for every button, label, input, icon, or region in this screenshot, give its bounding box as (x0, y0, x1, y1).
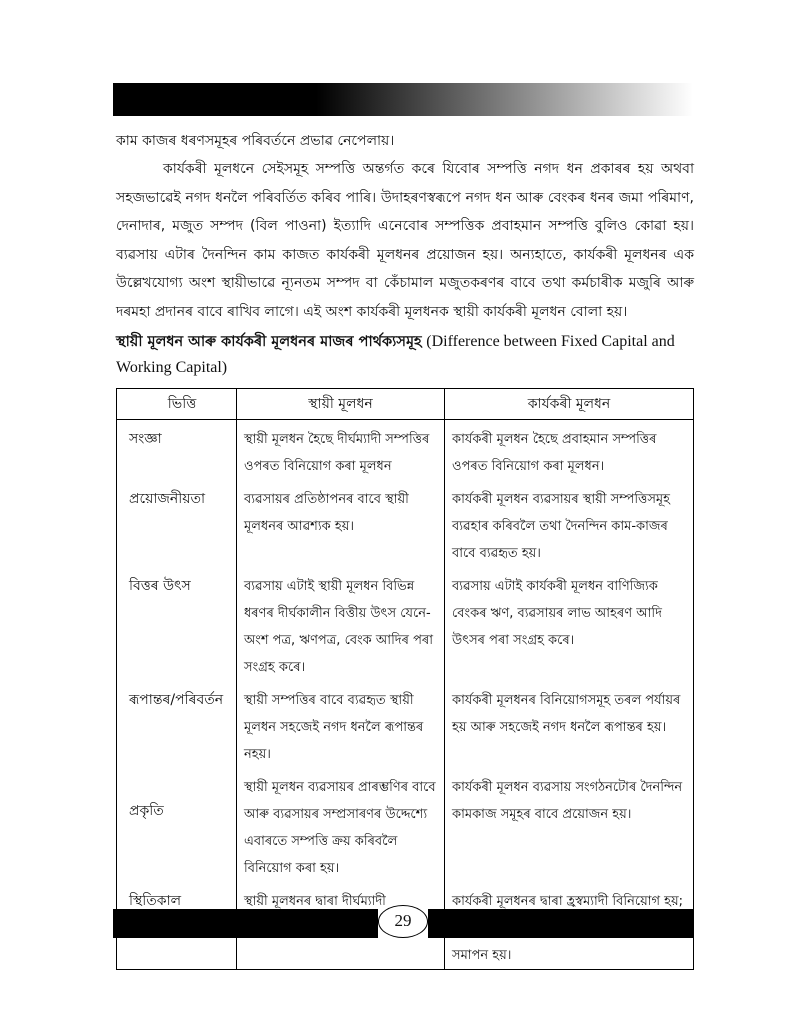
page-number: 29 (378, 905, 428, 938)
header-fixed-capital: স্থায়ী মূলধন (237, 389, 445, 420)
cell-basis: সংজ্ঞা (117, 420, 237, 481)
table-header-row (117, 389, 694, 420)
table-row (117, 480, 694, 567)
cell-fixed: ব্যৱসায় এটাই স্থায়ী মূলধন বিভিন্ন ধৰণৰ দীৰ্ঘকালীন বিত্তীয় উৎস যেনে- অংশ পত্ৰ, ঋণপত্ৰ, বেংক আদিৰ পৰা সংগ্ৰহ কৰে। (237, 567, 445, 681)
footer-bar-left (113, 909, 378, 938)
paragraph-continuation: কাম কাজৰ ধৰণসমূহৰ পৰিবৰ্তনে প্ৰভাৱ নেপেলায়। (116, 133, 395, 149)
cell-fixed: স্থায়ী মূলধন হৈছে দীৰ্ঘম্যাদী সম্পত্তিৰ ওপৰত বিনিয়োগ কৰা মূলধন (237, 420, 445, 481)
cell-working: কাৰ্যকৰী মূলধনৰ দ্বাৰা হ্ৰস্বম্যাদী বিনিয়োগ হয়; সমাপন হয়। (445, 882, 694, 970)
table-row (117, 768, 694, 882)
table-row (117, 681, 694, 768)
header-basis: ভিত্তি (117, 389, 237, 420)
cell-working: ব্যৱসায় এটাই কাৰ্যকৰী মূলধন বাণিজ্যিক বেংকৰ ঋণ, ব্যৱসায়ৰ লাভ আহৰণ আদি উৎসৰ পৰা সংগ্ৰহ কৰে। (445, 567, 694, 681)
comparison-table (116, 388, 694, 970)
cell-fixed: স্থায়ী মূলধনৰ দ্বাৰা দীৰ্ঘম্যাদী (237, 882, 445, 970)
cell-fixed: স্থায়ী সম্পত্তিৰ বাবে ব্যৱহৃত স্থায়ী মূলধন সহজেই নগদ ধনলৈ ৰূপান্তৰ নহয়। (237, 681, 445, 768)
cell-fixed: স্থায়ী মূলধন ব্যৱসায়ৰ প্ৰাৰম্ভণিৰ বাবে আৰু ব্যৱসায়ৰ সম্প্ৰসাৰণৰ উদ্দেশ্যে এবাৰতে সম্পত্তি ক্ৰয় কৰিবলৈ বিনিয়োগ কৰা হয়। (237, 768, 445, 882)
table-row (117, 420, 694, 481)
section-heading-english: (Difference between Fixed Capital and Working Capital) (116, 333, 675, 376)
cell-basis: স্থিতিকাল (117, 882, 237, 970)
table-row (117, 567, 694, 681)
cell-basis: ৰূপান্তৰ/পৰিবৰ্তন (117, 681, 237, 768)
paragraph-working-capital: কাৰ্যকৰী মূলধনে সেইসমূহ সম্পত্তি অন্তৰ্গত কৰে যিবোৰ সম্পত্তি নগদ ধন প্ৰকাৰৰ হয় অথবা সহজভাৱেই নগদ ধনলৈ পৰিবৰ্তিত কৰিব পাৰি। উদাহৰণস্বৰূপে নগদ ধন আৰু বেংকৰ ধনৰ জমা পৰিমাণ, দেনাদাৰ, মজুত সম্পদ (বিল পাওনা) ইত্যাদি এনেবোৰ সম্পত্তিক প্ৰবাহমান সম্পত্তি বুলিও কোৱা হয়। ব্যৱসায় এটাৰ দৈনন্দিন কাম কাজত কাৰ্যকৰী মূলধনৰ প্ৰয়োজন হয়। অন্যহাতে, কাৰ্যকৰী মূলধনৰ এক উল্লেখযোগ্য অংশ স্থায়ীভাৱে ন্যূনতম সম্পদ বা কেঁচামাল মজুতকৰণৰ বাবে তথা কৰ্মচাৰীক মজুৰি আৰু দৰমহা প্ৰদানৰ বাবে ৰাখিব লাগে। এই অংশ কাৰ্যকৰী মূলধনক স্থায়ী কাৰ্যকৰী মূলধন বোলা হয়। (116, 161, 694, 320)
cell-basis: প্ৰয়োজনীয়তা (117, 480, 237, 567)
section-heading (116, 329, 696, 381)
cell-working: কাৰ্যকৰী মূলধন ব্যৱসায়ৰ স্থায়ী সম্পত্তিসমূহ ব্যৱহাৰ কৰিবলৈ তথা দৈনন্দিন কাম-কাজৰ বাবে ব্যৱহৃত হয়। (445, 480, 694, 567)
section-heading-bengali: স্থায়ী মূলধন আৰু কাৰ্যকৰী মূলধনৰ মাজৰ পাৰ্থক্যসমূহ (116, 334, 422, 350)
cell-basis: প্ৰকৃতি (117, 768, 237, 882)
cell-fixed: ব্যৱসায়ৰ প্ৰতিষ্ঠাপনৰ বাবে স্থায়ী মূলধনৰ আৱশ্যক হয়। (237, 480, 445, 567)
cell-basis: বিত্তৰ উৎস (117, 567, 237, 681)
cell-working: কাৰ্যকৰী মূলধন ব্যৱসায় সংগঠনটোৰ দৈনন্দিন কামকাজ সমূহৰ বাবে প্ৰয়োজন হয়। (445, 768, 694, 882)
header-gradient-bar (113, 83, 693, 116)
header-working-capital: কাৰ্যকৰী মূলধন (445, 389, 694, 420)
footer-bar-right (428, 909, 694, 938)
cell-working: কাৰ্যকৰী মূলধন হৈছে প্ৰবাহমান সম্পত্তিৰ ওপৰত বিনিয়োগ কৰা মূলধন। (445, 420, 694, 481)
cell-working: কাৰ্যকৰী মূলধনৰ বিনিয়োগসমূহ তৰল পৰ্যায়ৰ হয় আৰু সহজেই নগদ ধনলৈ ৰূপান্তৰ হয়। (445, 681, 694, 768)
